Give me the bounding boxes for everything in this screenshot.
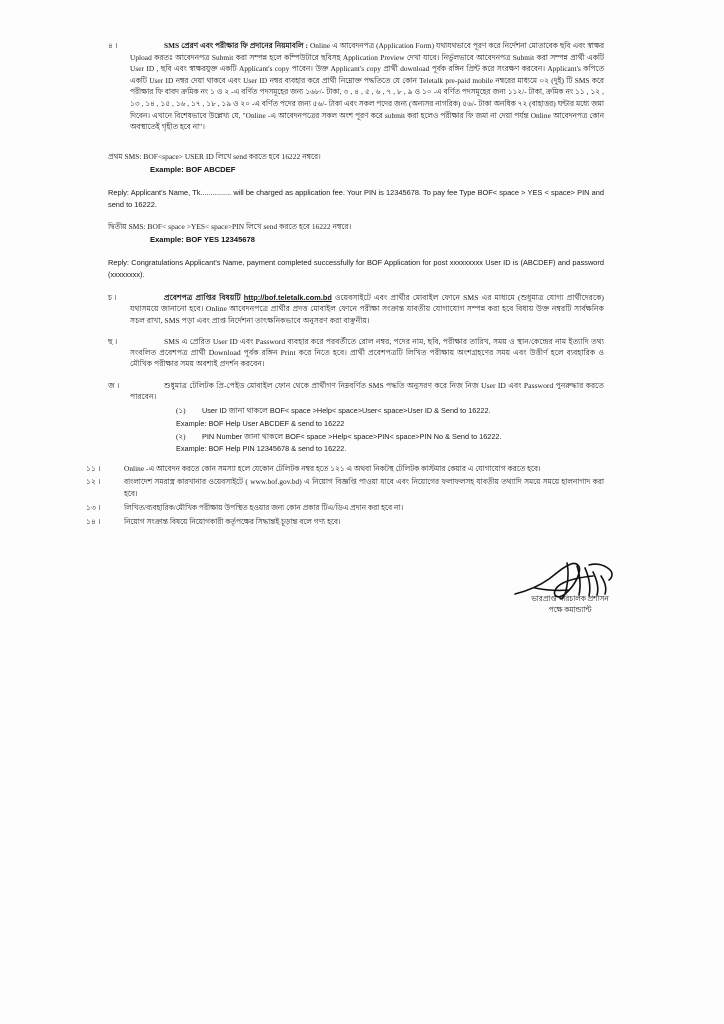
section-ja — [108, 380, 604, 403]
section-4 — [108, 40, 604, 133]
sms-second-middle: লিখে send করতে হবে 16222 নম্বরে। — [246, 222, 352, 232]
sms-help-item-2-example-row — [176, 443, 604, 456]
bottom-item-13-number: ১৩ । — [86, 503, 101, 513]
sms-help-item-1-example-row — [176, 418, 604, 431]
bottom-item-13-text: লিখিত/ব্যবহারিক/মৌখিক পরীক্ষায় উপস্থিত হওয়ার জন্য কোন প্রকার টিএ/ডিএ প্রদান করা হবে না। — [124, 503, 404, 513]
section-chha-paragraph — [130, 336, 604, 370]
sms-help-item-2-prefix: PIN Number — [202, 431, 243, 441]
section-ja-body: শুধুমাত্র টেলিটক প্রি-পেইড মোবাইল ফোন থেকে প্রার্থীগণ নিম্নবর্ণিত SMS পদ্ধতি অনুসরণ করে নিজ নিজ User ID এবং Password পুনরুদ্ধার করতে পারবেন। — [130, 380, 604, 402]
sms-second-prefix: দ্বিতীয় SMS: BOF< space >YES< space>PIN — [108, 222, 245, 232]
sms-help-item-1-prefix: User ID — [202, 406, 227, 416]
sms-help-item-1-number: (১) — [176, 406, 186, 416]
sms-help-item-2-suffix: BOF< space >Help< space>PIN< space>PIN No & Send to 16222. — [285, 431, 502, 441]
bottom-item-11 — [86, 463, 604, 475]
bottom-item-11-text: Online -এ আবেদন করতে কোন সমস্যা হলে যেকোন টেলিটক নম্বর হতে ১২১ এ অথবা নিকটস্থ টেলিটক কাস্টমার কেয়ার এ যোগাযোগ করতে হবে। — [124, 463, 541, 473]
sms-first-line — [108, 151, 604, 163]
bottom-item-14-text: নিয়োগ সংক্রান্ত বিষয়ে নিয়োগকারী কর্তৃপক্ষের সিদ্ধান্তই চূড়ান্ত বলে গণ্য হবে। — [124, 516, 341, 526]
document-content — [86, 40, 605, 530]
sms-first-example: Example: BOF ABCDEF — [150, 164, 236, 174]
sms-help-item-2-bn: জানা থাকলে — [244, 431, 284, 441]
section-chha — [108, 336, 604, 370]
sms-second-line — [108, 221, 604, 233]
spacer — [108, 373, 604, 380]
spacer — [108, 176, 604, 187]
section-cha-paragraph — [130, 292, 604, 326]
sms-first-middle: লিখে send করতে হবে 16222 নম্বরে। — [215, 151, 321, 161]
spacer — [108, 329, 604, 336]
bottom-item-13 — [86, 502, 604, 514]
spacer — [108, 281, 604, 292]
section-4-marker: ৪ । — [108, 41, 118, 50]
spacer — [108, 210, 604, 221]
bottom-item-12-number: ১২ । — [86, 477, 101, 487]
signature-title-line-1: ভারপ্রাপ্ত পরিচালক প্রশাসন — [531, 594, 609, 603]
section-4-paragraph — [130, 40, 604, 133]
sms-help-item-2 — [176, 431, 604, 444]
bottom-item-11-number: ১১ । — [86, 463, 101, 473]
section-cha-marker: চ । — [108, 292, 117, 302]
section-chha-body: SMS এ প্রেরিত User ID এবং Password ব্যবহার করে পরবর্তীতে রোল নম্বর, পদের নাম, ছবি, পরীক্ষার তারিখ, সময় ও স্থান/কেন্দ্রের নাম ইত্যাদি তথ্য সংবলিত প্রবেশপত্র প্রার্থী Download পূর্বক রঙ্গিন Print করে নিতে হবে। প্রার্থী প্রবেশপত্রটি লিখিত পরীক্ষায় অংশগ্রহণের সময় এবং উত্তীর্ণ হলে ব্যবহারিক ও মৌখিক পরীক্ষার সময় অবশ্যই প্রদর্শন করবেন। — [130, 336, 604, 369]
bottom-item-14-number: ১৪ । — [86, 516, 101, 526]
sms-help-item-1 — [176, 405, 604, 418]
sms-help-item-1-bn: জানা থাকলে — [228, 406, 268, 416]
section-ja-paragraph — [130, 380, 604, 403]
bottom-item-14 — [86, 516, 604, 528]
spacer — [108, 136, 604, 151]
sms-help-item-1-suffix: BOF< space >Help< space>User< space>User ID & Send to 16222. — [269, 406, 491, 416]
bottom-items-list — [86, 463, 604, 528]
section-ja-marker: জ । — [108, 380, 120, 390]
section-4-heading: SMS প্রেরণ এবং পরীক্ষার ফি প্রদানের নিয়মাবলি : — [164, 41, 308, 50]
signature-title-line-2: পক্ষে কমান্ড্যান্ট — [548, 605, 592, 614]
section-cha-heading: প্রবেশপত্র প্রাপ্তির বিষয়টি — [164, 292, 241, 302]
spacer — [108, 456, 604, 463]
sms-second-example: Example: BOF YES 12345678 — [150, 235, 255, 245]
reply-first: Reply: Applicant's Name, Tk............... will be charged as application fee. Your PIN is 12345678. To pay fee Type BOF< space > YES < space> PIN and send to 16222. — [108, 187, 604, 209]
bof-teletalk-link[interactable]: http://bof.teletalk.com.bd — [243, 292, 332, 302]
reply-second: Reply: Congratulations Applicant's Name, payment completed successfully for BOF Application for post xxxxxxxxx User ID is (ABCDEF) and password (xxxxxxxx). — [108, 258, 604, 280]
spacer — [108, 246, 604, 257]
section-cha-body: ওয়েবসাইটে এবং প্রার্থীর মোবাইল ফোনে SMS এর মাধ্যমে (শুধুমাত্র যোগ্য প্রার্থীদেরকে) যথাসময়ে জানানো হবে। Online আবেদনপত্রে প্রার্থীর প্রদত্ত মোবাইল ফোনে পরীক্ষা সংক্রান্ত যাবতীয় যোগাযোগ সম্পন্ন করা হবে বিধায় উক্ত নম্বরটি সার্বক্ষনিক সচল রাখা, SMS পড়া এবং প্রাপ্ত নির্দেশনা তাৎক্ষনিকভাবে অনুসরণ করা বাঞ্ছনীয়। — [130, 292, 605, 325]
sms-help-item-1-example: Example: BOF Help User ABCDEF & send to 16222 — [176, 418, 345, 428]
signature-block — [455, 560, 685, 615]
sms-help-list — [176, 405, 604, 455]
bottom-item-12 — [86, 476, 604, 500]
section-cha — [108, 292, 604, 326]
sms-help-item-2-example: Example: BOF Help PIN 12345678 & send to 16222. — [176, 444, 347, 454]
sms-help-item-2-number: (২) — [176, 431, 186, 441]
section-chha-marker: ছ । — [108, 336, 118, 346]
section-4-body: Online এ আবেদনপত্র (Application Form) যথাযথভাবে পূরণ করে নির্দেশনা মোতাবেক ছবি এবং স্বাক্ষর Upload করতঃ আবেদনপত্র Submit করা সম্পন্ন হলে কম্পিউটারে ছবিসহ Application Preview দেখা যাবে। নির্ভুলভাবে আবেদনপত্র Submit করা সম্পন্ন প্রার্থী একটি User ID , ছবি এবং স্বাক্ষরযুক্ত একটি Applicant's copy পাবেন। উক্ত Applicant's copy প্রার্থী download পূর্বক রঙ্গিন প্রিন্ট করে সংরক্ষণ করবেন। Applicant's কপিতে একটি User ID নম্বর দেয়া থাকবে এবং User ID নম্বর ব্যবহার করে প্রার্থী নিম্নোক্ত পদ্ধতিতে যে কোন Teletalk pre-paid mobile নম্বরের মাধ্যমে ০২ (দুই) টি SMS করে পরীক্ষার ফি বাবদ ক্রমিক নং ১ ও ২ -এ বর্ণিত পদসমূহের জন্য ১৬৮/- টাকা, ৩ , ৪ , ৫ , ৬ , ৭ , ৮ , ৯ ও ১০ -এ বর্ণিত পদসমূহের জন্য ১১২/- টাকা, ক্রমিক নং ১১ , ১২ , ১৩ , ১৪ , ১৫ , ১৬ , ১৭ , ১৮ , ১৯ ও ২০ -এ বর্ণিত পদের জন্য ৫৬/- টাকা এবং সকল পদের জন্য (অন্যসর নাগরিক) ৫৬/- টাকা অনধিক ৭২ (বাহাত্তর) ঘন্টার মধ্যে জমা দিবেন। এখানে বিশেষভাবে উল্লেখ্য যে, "Online -এ আবেদনপত্রের সকল অংশ পূরণ করে submit করা হলেও পরীক্ষার ফি জমা না দেয়া পর্যন্ত Online আবেদনপত্র কোন অবস্থাতেই গৃহীত হবে না"। — [130, 41, 605, 132]
bottom-item-12-text: বাংলাদেশ সমরাস্ত্র কারখানার ওয়েবসাইটে ( www.bof.gov.bd) এ নিয়োগ বিজ্ঞপ্তি পাওয়া যাবে এবং নিয়োগের ফলাফলসহ যাবতীয় তথ্যাদি সময়ে সময়ে হালনাগাদ করা হবে। — [124, 477, 604, 499]
sms-first-prefix: প্রথম SMS: BOF<space> USER ID — [108, 151, 214, 161]
